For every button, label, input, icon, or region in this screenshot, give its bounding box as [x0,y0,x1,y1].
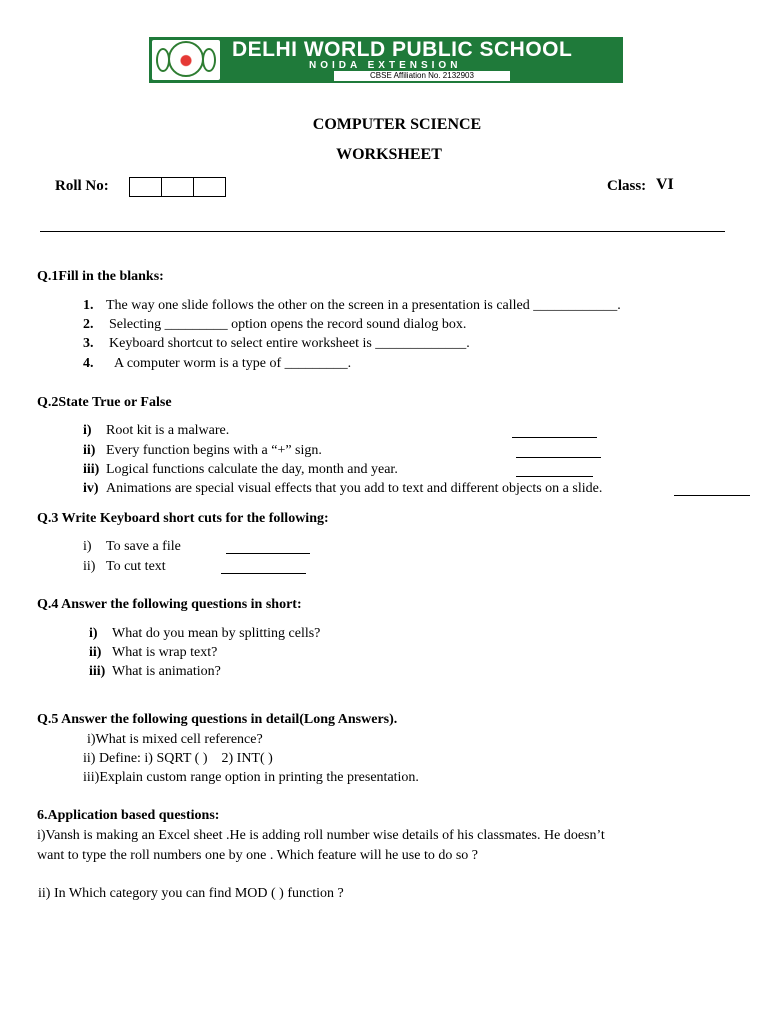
roll-no-boxes [129,177,226,197]
q3-heading: Q.3 Write Keyboard short cuts for the following: [37,511,329,526]
answer-blank [516,445,601,458]
q3-item-number: ii) [83,559,96,574]
q3-item-number: i) [83,539,92,554]
q4-item-number: ii) [89,645,102,660]
q6-question-line: ii) In Which category you can find MOD ( ) function ? [38,886,344,901]
class-value: VI [656,176,674,193]
q5-item-text: iii)Explain custom range option in printing the presentation. [83,770,419,785]
q3-item-text: To cut text [106,559,166,574]
q1-heading: Q.1Fill in the blanks: [37,269,164,284]
q5-heading: Q.5 Answer the following questions in detail(Long Answers). [37,712,398,727]
answer-blank [516,464,593,477]
answer-blank [512,425,597,438]
q2-item-text: Logical functions calculate the day, month and year. [106,462,398,477]
q1-item-number: 1. [83,298,94,313]
roll-digit-box [161,177,194,197]
q2-item-number: iv) [83,481,99,496]
q6-question-line: i)Vansh is making an Excel sheet .He is adding roll number wise details of his classmates. He doesn’t [37,828,605,843]
q4-item-number: iii) [89,664,106,679]
roll-digit-box [193,177,226,197]
q4-item-number: i) [89,626,98,641]
q4-item-text: What is animation? [112,664,221,679]
school-banner [149,37,623,83]
q3-item-text: To save a file [106,539,181,554]
q5-item-text: i)What is mixed cell reference? [87,732,263,747]
answer-blank [221,561,306,574]
q2-item-number: i) [83,423,92,438]
q1-item-text: Keyboard shortcut to select entire worksheet is _____________. [109,336,470,351]
q6-heading: 6.Application based questions: [37,808,220,823]
q4-heading: Q.4 Answer the following questions in short: [37,597,302,612]
q2-item-number: ii) [83,443,96,458]
q1-item-text: Selecting _________ option opens the record sound dialog box. [109,317,467,332]
q1-item-number: 2. [83,317,94,332]
q6-question-line: want to type the roll numbers one by one . Which feature will he use to do so ? [37,848,479,863]
affiliation-number: CBSE Affiliation No. 2132903 [334,71,510,81]
school-location: NOIDA EXTENSION [309,60,462,71]
q2-heading: Q.2State True or False [37,395,172,410]
q2-item-text: Root kit is a malware. [106,423,230,438]
roll-digit-box [129,177,162,197]
answer-blank [226,541,310,554]
q4-item-text: What do you mean by splitting cells? [112,626,321,641]
q2-item-text: Every function begins with a “+” sign. [106,443,322,458]
answer-blank [674,483,750,496]
q1-item-number: 3. [83,336,94,351]
q1-item-number: 4. [83,356,94,371]
q5-item-text: ii) Define: i) SQRT ( ) 2) INT( ) [83,751,273,766]
class-label: Class: [607,178,647,194]
worksheet-title: WORKSHEET [336,146,442,163]
school-logo [152,40,220,80]
q4-item-text: What is wrap text? [112,645,218,660]
q2-item-text: Animations are special visual effects that you add to text and different objects on a slide. [106,481,603,496]
roll-no-label: Roll No: [55,178,109,194]
school-name: DELHI WORLD PUBLIC SCHOOL [232,38,573,61]
subject-title: COMPUTER SCIENCE [312,116,482,133]
q2-item-number: iii) [83,462,100,477]
header-divider [40,231,725,232]
q1-item-text: The way one slide follows the other on the screen in a presentation is called ____________. [106,298,621,313]
q1-item-text: A computer worm is a type of _________. [114,356,352,371]
